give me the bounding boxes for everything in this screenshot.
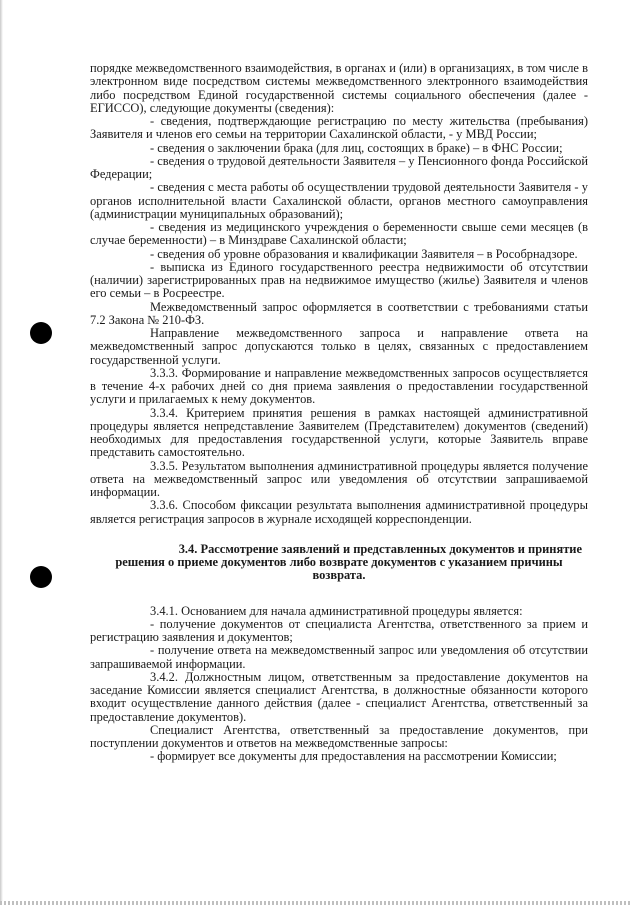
paragraph: порядке межведомственного взаимодействия, в органах и (или) в организациях, в том числе в электронном виде посредством системы межведомственного электронного взаимодействия либо посредством Единой государственной системы социального обеспечения (далее - ЕГИССО), следующие документы (сведения): xyxy=(90,61,588,115)
paragraph: - сведения из медицинского учреждения о беременности свыше семи месяцев (в случае беременности) – в Минздраве Сахалинской области; xyxy=(90,220,588,248)
binder-hole-upper xyxy=(30,322,52,344)
scan-left-edge xyxy=(0,0,3,905)
section-heading-3-4 xyxy=(90,543,588,583)
paragraph: 3.3.6. Способом фиксации результата выполнения административной процедуры является регистрация запросов в журнале исходящей корреспонденции. xyxy=(90,498,588,526)
binder-hole-lower xyxy=(30,566,52,588)
heading-line-1: 3.4. Рассмотрение заявлений и представленных документов и принятие xyxy=(178,541,582,556)
paragraph: - сведения, подтверждающие регистрацию по месту жительства (пребывания) Заявителя и членов его семьи на территории Сахалинской области, - у МВД России; xyxy=(90,114,588,142)
paragraph: Направление межведомственного запроса и направление ответа на межведомственный запрос допускаются только в целях, связанных с предоставлением государственной услуги. xyxy=(90,326,588,367)
paragraph: 3.3.5. Результатом выполнения административной процедуры является получение ответа на межведомственный запрос или уведомления об отсутствии запрашиваемой информации. xyxy=(90,458,588,499)
document-body xyxy=(90,62,588,764)
paragraph: 3.4.2. Должностным лицом, ответственным за предоставление документов на заседание Комиссии является специалист Агентства, в должностные обязанности которого входит осуществление данного действия (далее - специалист Агентства, ответственный за предоставление документов). xyxy=(90,669,588,724)
paragraph: - формирует все документы для предоставления на рассмотрении Комиссии; xyxy=(150,749,557,764)
heading-line-2: решения о приеме документов либо возврате документов с указанием причины xyxy=(115,555,563,569)
paragraph: Межведомственный запрос оформляется в соответствии с требованиями статьи 7.2 Закона № 210-ФЗ. xyxy=(90,299,588,327)
paragraph: - сведения с места работы об осуществлении трудовой деятельности Заявителя - у органов исполнительной власти Сахалинской области, органов местного самоуправления (администрации муниципальных образований); xyxy=(90,180,588,221)
paragraph: - получение документов от специалиста Агентства, ответственного за прием и регистрацию заявления и документов; xyxy=(90,616,588,644)
section-3-4-body xyxy=(90,605,588,764)
paragraph: - сведения о трудовой деятельности Заявителя – у Пенсионного фонда Российской Федерации; xyxy=(90,153,588,181)
section-3-3-continuation xyxy=(90,62,588,526)
paragraph: - сведения о заключении брака (для лиц, состоящих в браке) – в ФНС России; xyxy=(150,140,563,155)
paragraph: 3.3.4. Критерием принятия решения в рамках настоящей административной процедуры является непредставление Заявителем (Представителем) документов (сведений) необходимых для предоставления государственной услуги, которые Заявитель вправе представить самостоятельно. xyxy=(90,405,588,460)
paragraph: Специалист Агентства, ответственный за предоставление документов, при поступлении документов и ответов на межведомственные запросы: xyxy=(90,722,588,750)
heading-line-3: возврата. xyxy=(312,568,366,583)
paragraph: - выписка из Единого государственного реестра недвижимости об отсутствии (наличии) зарегистрированных прав на недвижимое имущество (жилье) Заявителя и членов его семьи – в Росреестре. xyxy=(90,259,588,301)
paragraph: - сведения об уровне образования и квалификации Заявителя – в Рособрнадзоре. xyxy=(150,246,578,261)
paragraph: 3.4.1. Основанием для начала административной процедуры является: xyxy=(150,603,523,618)
paragraph: 3.3.3. Формирование и направление межведомственных запросов осуществляется в течение 4-х рабочих дней со дня приема заявления о предоставлении государственной услуги и прилагаемых к нему документов. xyxy=(90,365,588,407)
scan-bottom-edge xyxy=(0,901,630,905)
paragraph: - получение ответа на межведомственный запрос или уведомления об отсутствии запрашиваемой информации. xyxy=(90,643,588,671)
